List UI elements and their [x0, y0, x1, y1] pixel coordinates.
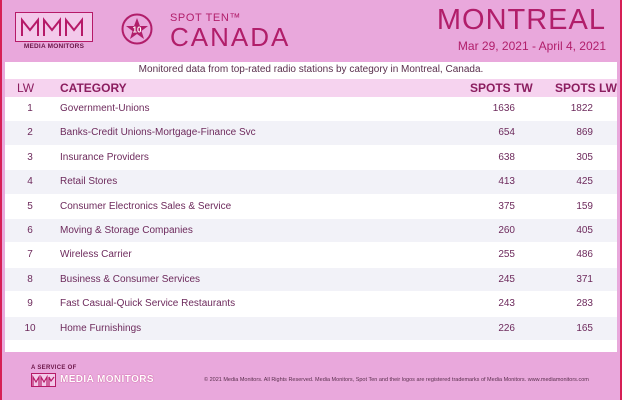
cell-spots-lw: 165: [576, 322, 593, 334]
logo-wordmark: MEDIA MONITORS: [23, 43, 85, 50]
cell-spots-tw: 1636: [492, 103, 515, 114]
cell-lw: 8: [27, 273, 33, 285]
mm-logo-icon: [15, 12, 93, 42]
cell-category: Consumer Electronics Sales & Service: [60, 200, 232, 212]
cell-spots-tw: 226: [498, 322, 515, 334]
cell-lw: 10: [24, 322, 36, 334]
cell-spots-tw: 243: [498, 298, 515, 310]
cell-spots-tw: 245: [498, 273, 515, 285]
mm-footer-logo-icon: [31, 373, 56, 387]
table-row: [5, 243, 617, 267]
country-title: CANADA: [170, 22, 291, 52]
star-badge-icon: [121, 13, 153, 45]
cell-lw: 4: [27, 176, 33, 188]
table-row: [5, 292, 617, 316]
left-border: [0, 0, 2, 400]
footer-logo-wordmark: MEDIA MONITORS: [60, 374, 154, 385]
cell-category: Retail Stores: [60, 176, 118, 188]
date-range: Mar 29, 2021 - April 4, 2021: [457, 39, 606, 53]
city-title: MONTREAL: [436, 4, 606, 36]
cell-lw: 6: [27, 224, 33, 236]
table-header: [5, 79, 617, 97]
cell-spots-tw: 654: [498, 127, 515, 139]
cell-category: Banks-Credit Unions-Mortgage-Finance Svc: [60, 127, 256, 139]
table-row: [5, 170, 617, 194]
column-header-lw: LW: [17, 81, 35, 95]
table-body: [5, 97, 617, 341]
cell-lw: 7: [27, 249, 33, 261]
cell-lw: 3: [27, 151, 33, 163]
table-row: [5, 219, 617, 243]
cell-lw: 2: [27, 127, 33, 139]
cell-spots-lw: 371: [576, 273, 593, 285]
legal-notice: © 2021 Media Monitors. All Rights Reserved. Media Monitors, Spot Ten and their logos are registered trademarks of Media Monitors. www.mediamonitors.com: [204, 377, 589, 383]
cell-spots-tw: 638: [498, 151, 515, 163]
cell-spots-lw: 405: [576, 224, 593, 236]
cell-category: Home Furnishings: [60, 322, 142, 334]
badge-number: 10: [132, 25, 142, 35]
cell-lw: 9: [27, 298, 33, 310]
cell-spots-lw: 1822: [570, 103, 593, 114]
cell-spots-lw: 486: [576, 249, 593, 261]
cell-category: Government-Unions: [60, 103, 150, 114]
cell-spots-lw: 159: [576, 200, 593, 212]
cell-category: Business & Consumer Services: [60, 273, 201, 285]
column-header-category: CATEGORY: [60, 81, 127, 95]
table-row: [5, 121, 617, 145]
cell-spots-tw: 413: [498, 176, 515, 188]
cell-spots-tw: 375: [498, 200, 515, 212]
table-row: [5, 97, 617, 121]
column-header-spots-lw: SPOTS LW: [555, 81, 618, 95]
report-subtitle: Monitored data from top-rated radio stations by category in Montreal, Canada.: [138, 64, 484, 75]
column-header-spots-tw: SPOTS TW: [470, 81, 533, 95]
cell-spots-lw: 305: [576, 151, 593, 163]
media-monitors-logo: [15, 12, 93, 52]
cell-lw: 1: [27, 103, 33, 114]
cell-spots-lw: 425: [576, 176, 593, 188]
table-row: [5, 317, 617, 341]
cell-category: Moving & Storage Companies: [60, 224, 193, 236]
cell-spots-tw: 260: [498, 224, 515, 236]
table-row: [5, 146, 617, 170]
cell-category: Wireless Carrier: [60, 249, 132, 261]
cell-spots-tw: 255: [498, 249, 515, 261]
cell-category: Fast Casual-Quick Service Restaurants: [60, 298, 236, 310]
report-panel: [5, 62, 617, 352]
cell-category: Insurance Providers: [60, 151, 149, 163]
table-row: [5, 195, 617, 219]
cell-spots-lw: 869: [576, 127, 593, 139]
footer-logo: [31, 373, 171, 389]
cell-spots-lw: 283: [576, 298, 593, 310]
table-row: [5, 268, 617, 292]
spot-ten-label: SPOT TEN™: [170, 12, 242, 24]
service-label: A SERVICE OF: [31, 365, 77, 371]
cell-lw: 5: [27, 200, 33, 212]
